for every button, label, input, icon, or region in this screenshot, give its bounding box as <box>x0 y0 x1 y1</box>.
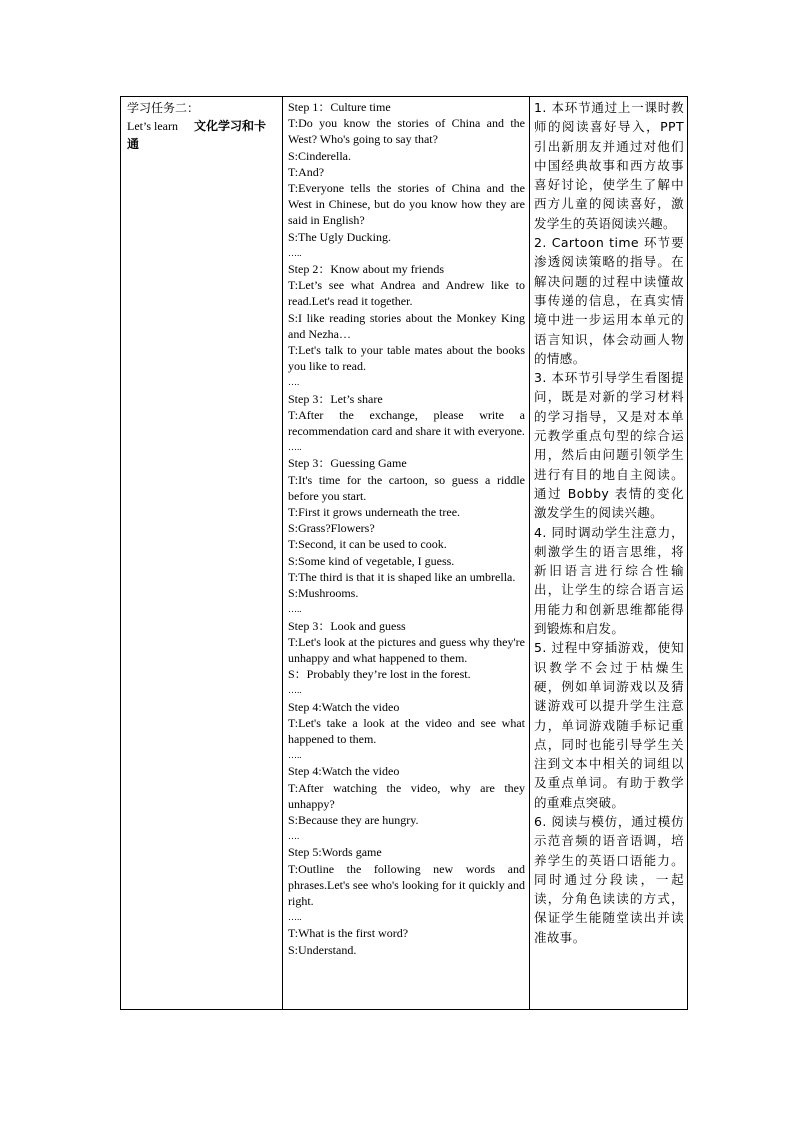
process-line: T:Let's look at the pictures and guess why they're unhappy and what happened to them. <box>288 634 525 665</box>
process-line: Step 3：Look and guess <box>288 618 406 633</box>
process-line: T:Everyone tells the stories of China and the West in Chinese, but do you know how they are said in English? <box>288 181 525 228</box>
task-subtitle-cn: 文化学习和卡通 <box>127 119 266 151</box>
design-note: 6. 阅读与模仿，通过模仿示范音频的语音语调，培养学生的英语口语能力。同时通过分段读，一起读，分角色读读的方式，保证学生能随堂读出并读准故事。 <box>534 813 684 945</box>
process-line: Step 4:Watch the video <box>288 764 400 779</box>
process-line: S:I like reading stories about the Monkey King and Nezha… <box>288 310 525 341</box>
process-line: T:And? <box>288 164 325 179</box>
design-note: 2. Cartoon time 环节要渗透阅读策略的指导。在解决问题的过程中读懂故事传递的信息，在真实情境中进一步运用本单元的语言知识，体会动画人物的情感。 <box>534 235 684 366</box>
design-note: 1. 本环节通过上一课时教师的阅读喜好导入，PPT 引出新朋友并通过对他们中国经典故事和西方故事喜好讨论，使学生了解中西方儿童的阅读喜好，激发学生的英语阅读兴趣。 <box>534 100 684 231</box>
design-note: 4. 同时调动学生注意力，刺激学生的语言思维，将新旧语言进行综合性输出，让学生的综合语言运用能力和创新思维都能得到锻炼和启发。 <box>534 524 684 637</box>
teaching-process-cell <box>283 97 530 958</box>
process-line: Step 2：Know about my friends <box>288 262 444 277</box>
ellipsis: ….. <box>288 912 302 923</box>
task-subtitle-en: Let’s learn <box>127 119 178 133</box>
process-line: T:Outline the following new words and phrases.Let's see who's looking for it quickly and right. <box>288 861 525 908</box>
process-line: T:Let's talk to your table mates about the books you like to read. <box>288 343 525 374</box>
ellipsis: ….. <box>288 247 302 258</box>
process-line: T:It's time for the cartoon, so guess a riddle before you start. <box>288 472 525 503</box>
process-line: S:Cinderella. <box>288 148 351 163</box>
process-line: S：Probably they’re lost in the forest. <box>288 667 471 682</box>
ellipsis: …. <box>288 831 300 842</box>
task-title: 学习任务二： <box>127 101 200 115</box>
process-line: Step 1：Culture time <box>288 100 391 114</box>
ellipsis: …. <box>288 377 300 388</box>
task-subtitle <box>127 117 277 153</box>
process-line: T:First it grows underneath the tree. <box>288 505 461 520</box>
process-line: Step 3：Guessing Game <box>288 456 407 471</box>
process-line: S:The Ugly Ducking. <box>288 229 391 244</box>
design-intent-cell <box>530 97 688 947</box>
process-line: T:Do you know the stories of China and the West? Who's going to say that? <box>288 116 525 147</box>
ellipsis: ….. <box>288 442 302 453</box>
ellipsis: ….. <box>288 604 302 615</box>
task-cell <box>121 97 283 155</box>
process-line: T:Second, it can be used to cook. <box>288 537 447 552</box>
process-line: T:The third is that it is shaped like an umbrella. <box>288 569 516 584</box>
ellipsis: ….. <box>288 750 302 761</box>
process-line: Step 5:Words game <box>288 845 382 860</box>
process-line: S:Because they are hungry. <box>288 812 419 827</box>
process-line: S:Mushrooms. <box>288 586 359 601</box>
process-line: S:Some kind of vegetable, I guess. <box>288 553 455 568</box>
process-line: T:Let's take a look at the video and see what happened to them. <box>288 715 525 746</box>
process-line: T:After the exchange, please write a recommendation card and share it with everyone. <box>288 407 525 439</box>
process-line: S:Understand. <box>288 942 357 957</box>
ellipsis: ….. <box>288 685 302 696</box>
lesson-plan-table <box>120 96 688 1010</box>
process-line: S:Grass?Flowers? <box>288 521 375 536</box>
design-note: 5. 过程中穿插游戏，使知识教学不会过于枯燥生硬，例如单词游戏以及猜谜游戏可以提升学生注意力，单词游戏随手标记重点，同时也能引导学生关注到文本中相关的词组以及重点单词。有助于教学的重难点突破。 <box>534 640 684 810</box>
process-line: Step 4:Watch the video <box>288 699 400 714</box>
process-line: T:Let’s see what Andrea and Andrew like to read.Let's read it together. <box>288 278 525 309</box>
design-note: 3. 本环节引导学生看图提问，既是对新的学习材料的学习指导，又是对本单元教学重点句型的综合运用，然后由问题引领学生进行有目的地自主阅读。通过 Bobby 表情的变化激发学生的阅读兴趣。 <box>534 370 684 521</box>
process-line: Step 3：Let’s share <box>288 391 383 406</box>
process-line: T:After watching the video, why are they unhappy? <box>288 780 525 811</box>
process-line: T:What is the first word? <box>288 926 409 941</box>
